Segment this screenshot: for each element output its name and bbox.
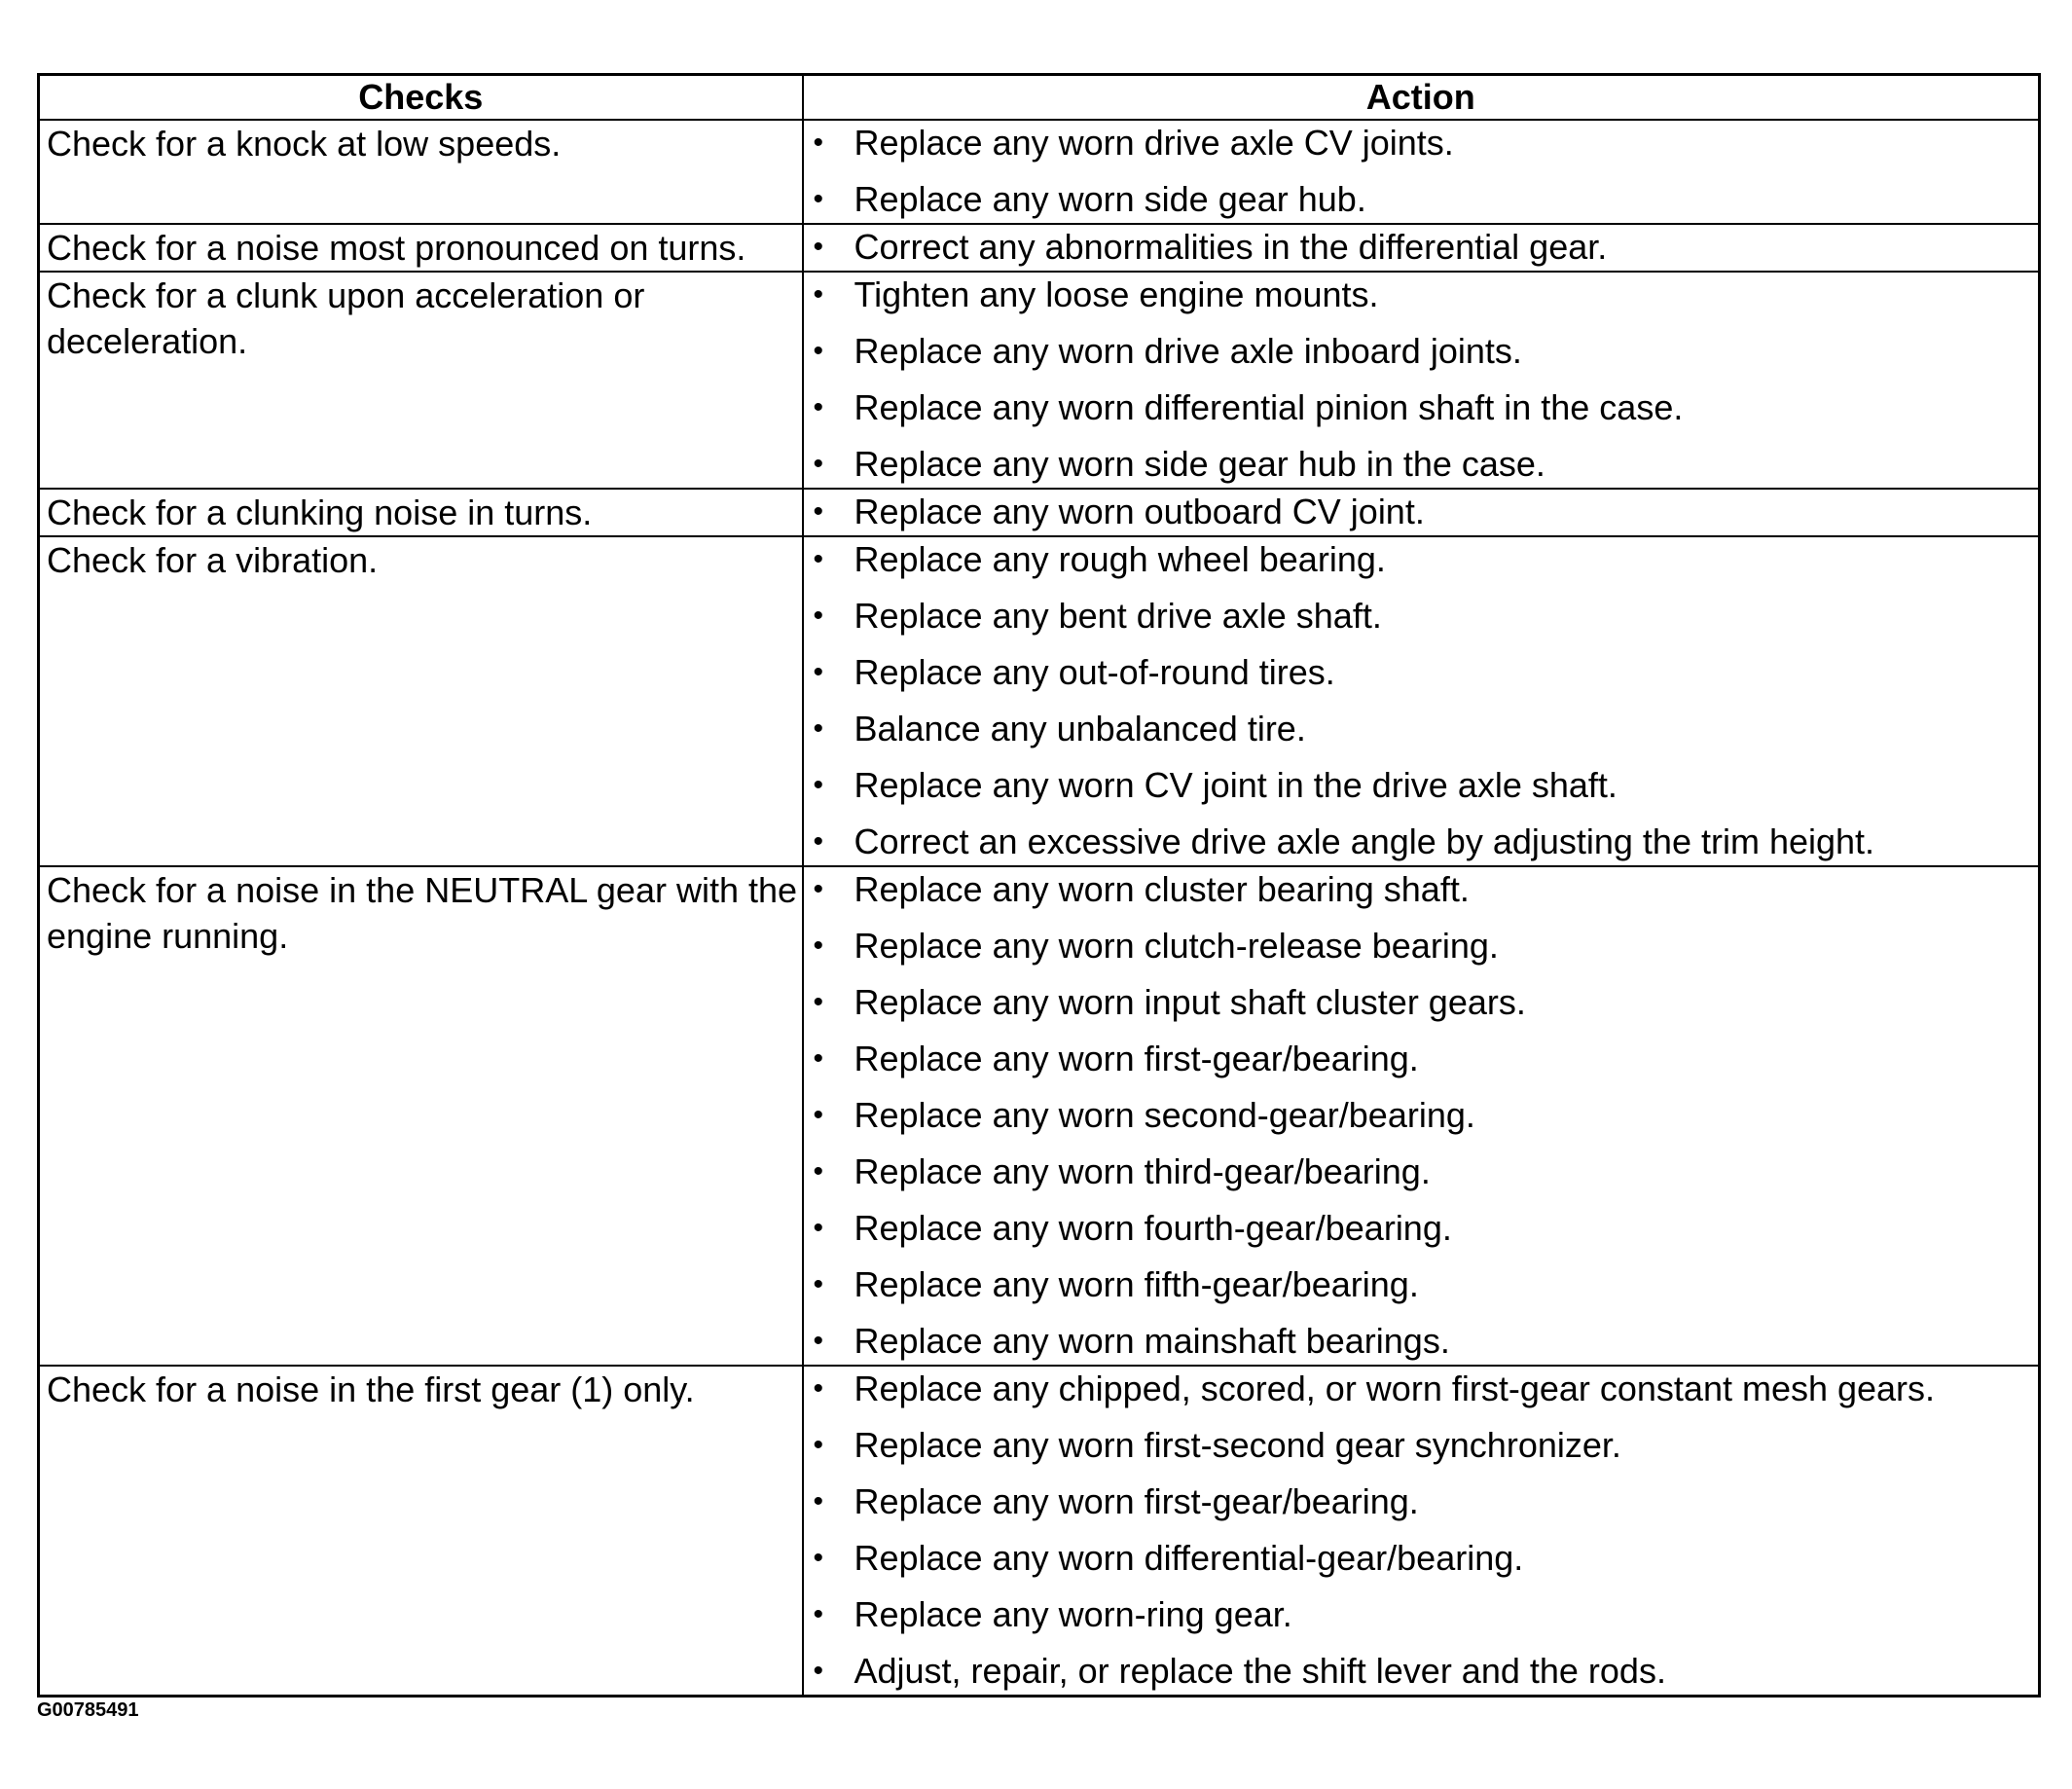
bullet-icon: •: [813, 543, 824, 575]
header-row: [39, 75, 2040, 121]
action-item: [804, 924, 2039, 980]
action-cell: [803, 272, 2040, 489]
bullet-icon: •: [813, 1212, 824, 1244]
action-item: [804, 1536, 2039, 1592]
action-item: [804, 1262, 2039, 1319]
bullet-icon: •: [813, 495, 824, 528]
bullet-icon: •: [813, 231, 824, 263]
column-header-action: Action: [803, 75, 2040, 121]
column-header-checks: Checks: [39, 75, 803, 121]
action-item: [804, 1093, 2039, 1150]
action-text: Replace any worn clutch-release bearing.: [854, 926, 1499, 966]
action-text: Replace any worn drive axle CV joints.: [854, 123, 1454, 163]
bullet-icon: •: [813, 278, 824, 310]
table-body: [39, 120, 2040, 1697]
action-cell: [803, 489, 2040, 536]
action-item: [804, 490, 2039, 535]
bullet-icon: •: [813, 1655, 824, 1687]
bullet-icon: •: [813, 1485, 824, 1517]
action-text: Replace any bent drive axle shaft.: [854, 596, 1382, 636]
check-cell: Check for a vibration.: [39, 536, 803, 866]
check-cell: Check for a clunking noise in turns.: [39, 489, 803, 536]
check-cell: Check for a noise in the first gear (1) only.: [39, 1366, 803, 1697]
action-item: [804, 273, 2039, 329]
bullet-icon: •: [813, 930, 824, 962]
bullet-icon: •: [813, 712, 824, 745]
action-item: [804, 1423, 2039, 1479]
action-item: [804, 537, 2039, 594]
bullet-icon: •: [813, 1155, 824, 1187]
table-row: [39, 120, 2040, 224]
bullet-icon: •: [813, 656, 824, 688]
action-text: Tighten any loose engine mounts.: [854, 274, 1379, 314]
action-text: Replace any worn differential-gear/bearing.: [854, 1538, 1524, 1578]
action-item: [804, 177, 2039, 223]
bullet-icon: •: [813, 1598, 824, 1630]
action-item: [804, 1479, 2039, 1536]
action-cell: [803, 120, 2040, 224]
bullet-icon: •: [813, 448, 824, 480]
bullet-icon: •: [813, 335, 824, 367]
action-item: [804, 707, 2039, 763]
bullet-icon: •: [813, 1325, 824, 1357]
action-item: [804, 594, 2039, 650]
bullet-icon: •: [813, 391, 824, 423]
bullet-icon: •: [813, 1542, 824, 1574]
action-item: [804, 121, 2039, 177]
table-row: [39, 536, 2040, 866]
action-text: Replace any worn fifth-gear/bearing.: [854, 1264, 1419, 1304]
action-text: Replace any rough wheel bearing.: [854, 539, 1386, 579]
action-item: [804, 385, 2039, 442]
action-text: Replace any worn fourth-gear/bearing.: [854, 1208, 1452, 1248]
action-item: [804, 442, 2039, 488]
check-cell: Check for a noise in the NEUTRAL gear with the engine running.: [39, 866, 803, 1366]
table-row: [39, 224, 2040, 272]
action-text: Replace any worn input shaft cluster gears.: [854, 982, 1526, 1022]
action-list: [804, 490, 2039, 535]
table-row: [39, 489, 2040, 536]
action-text: Replace any worn-ring gear.: [854, 1594, 1292, 1634]
action-text: Replace any worn first-gear/bearing.: [854, 1039, 1419, 1078]
action-text: Replace any worn first-second gear synchronizer.: [854, 1425, 1621, 1465]
action-text: Replace any worn cluster bearing shaft.: [854, 869, 1470, 909]
action-text: Adjust, repair, or replace the shift lever and the rods.: [854, 1651, 1666, 1691]
bullet-icon: •: [813, 769, 824, 801]
action-cell: [803, 1366, 2040, 1697]
action-text: Replace any worn side gear hub.: [854, 179, 1366, 219]
bullet-icon: •: [813, 873, 824, 905]
action-item: [804, 650, 2039, 707]
action-item: [804, 1037, 2039, 1093]
action-text: Replace any worn drive axle inboard joints.: [854, 331, 1522, 371]
action-cell: [803, 536, 2040, 866]
action-item: [804, 820, 2039, 865]
bullet-icon: •: [813, 1099, 824, 1131]
action-item: [804, 980, 2039, 1037]
check-cell: Check for a clunk upon acceleration or deceleration.: [39, 272, 803, 489]
action-text: Balance any unbalanced tire.: [854, 709, 1306, 748]
action-text: Replace any out-of-round tires.: [854, 652, 1335, 692]
action-text: Replace any worn side gear hub in the case.: [854, 444, 1545, 484]
action-item: [804, 1206, 2039, 1262]
action-text: Replace any worn mainshaft bearings.: [854, 1321, 1450, 1361]
action-text: Replace any worn second-gear/bearing.: [854, 1095, 1475, 1135]
check-cell: Check for a knock at low speeds.: [39, 120, 803, 224]
bullet-icon: •: [813, 1268, 824, 1300]
bullet-icon: •: [813, 1372, 824, 1405]
action-cell: [803, 866, 2040, 1366]
action-text: Correct an excessive drive axle angle by adjusting the trim height.: [854, 821, 1875, 861]
action-item: [804, 1319, 2039, 1365]
bullet-icon: •: [813, 825, 824, 858]
figure-id-label: G00785491: [37, 1699, 139, 1721]
action-item: [804, 225, 2039, 271]
action-item: [804, 1649, 2039, 1695]
action-text: Replace any worn CV joint in the drive axle shaft.: [854, 765, 1618, 805]
action-list: [804, 225, 2039, 271]
table-row: [39, 866, 2040, 1366]
diagnostic-table: [37, 73, 2041, 1698]
action-text: Replace any chipped, scored, or worn first-gear constant mesh gears.: [854, 1369, 1936, 1408]
table-row: [39, 1366, 2040, 1697]
action-text: Replace any worn outboard CV joint.: [854, 492, 1425, 531]
action-list: [804, 1367, 2039, 1695]
table-row: [39, 272, 2040, 489]
action-item: [804, 1150, 2039, 1206]
action-list: [804, 273, 2039, 488]
action-text: Replace any worn first-gear/bearing.: [854, 1481, 1419, 1521]
action-list: [804, 537, 2039, 865]
bullet-icon: •: [813, 986, 824, 1018]
action-text: Correct any abnormalities in the differential gear.: [854, 227, 1608, 267]
action-item: [804, 1592, 2039, 1649]
bullet-icon: •: [813, 1429, 824, 1461]
check-cell: Check for a noise most pronounced on turns.: [39, 224, 803, 272]
action-item: [804, 867, 2039, 924]
action-cell: [803, 224, 2040, 272]
action-item: [804, 763, 2039, 820]
bullet-icon: •: [813, 600, 824, 632]
action-text: Replace any worn third-gear/bearing.: [854, 1151, 1431, 1191]
action-list: [804, 867, 2039, 1365]
action-text: Replace any worn differential pinion shaft in the case.: [854, 387, 1684, 427]
action-item: [804, 1367, 2039, 1423]
action-list: [804, 121, 2039, 223]
bullet-icon: •: [813, 183, 824, 215]
bullet-icon: •: [813, 1042, 824, 1075]
action-item: [804, 329, 2039, 385]
bullet-icon: •: [813, 127, 824, 159]
